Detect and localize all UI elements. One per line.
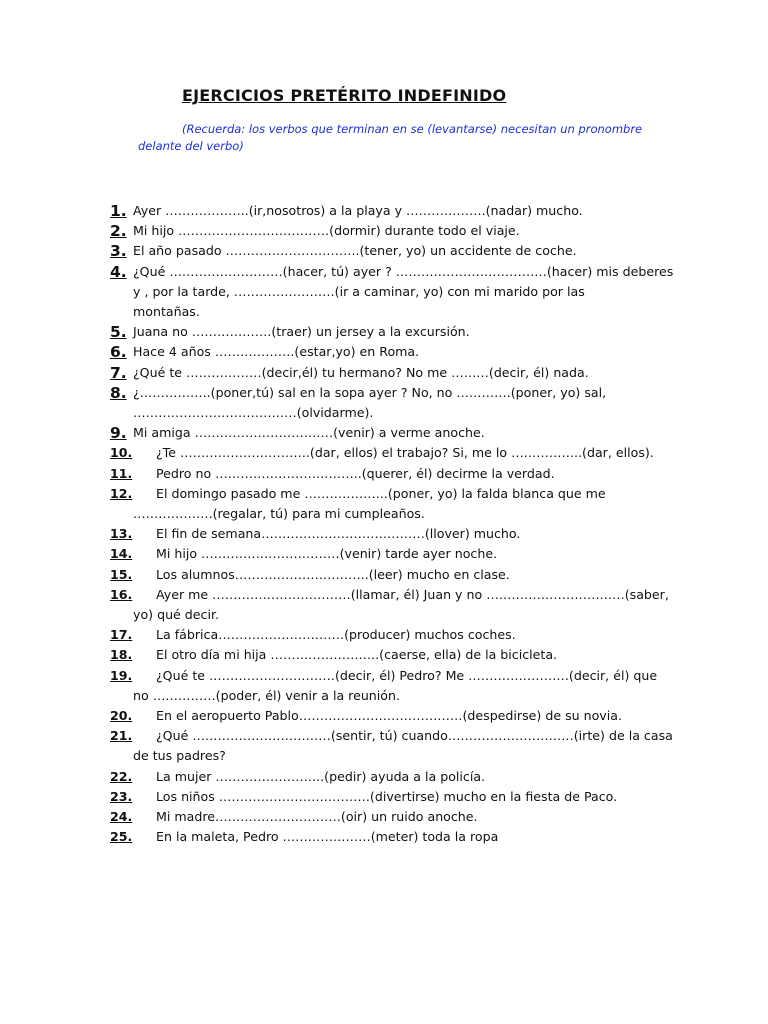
exercise-item (110, 706, 685, 726)
exercise-text: ¿Qué te ………………(decir,él) tu hermano? No me ………(decir, él) nada. (133, 364, 589, 380)
exercise-text: Hace 4 años ……………….(estar,yo) en Roma. (133, 344, 420, 360)
exercise-text: montañas. (133, 304, 200, 320)
exercise-text: Ayer me ……………………………(llamar, él) Juan y no ……………………………(saber, (156, 586, 669, 602)
exercise-item (110, 807, 685, 827)
exercise-text: Ayer ………………..(ir,nosotros) a la playa y ……………….(nadar) mucho. (133, 203, 583, 218)
exercise-item (110, 201, 685, 221)
exercise-text: Mi hijo ……………………………(venir) tarde ayer noche. (156, 546, 498, 562)
exercise-text: ¿……………..(poner,tú) sal en la sopa ayer ? No, no ………….(poner, yo) sal, (133, 384, 607, 400)
exercise-item (110, 767, 685, 787)
exercise-text: no ……………(poder, él) venir a la reunión. (133, 687, 400, 703)
exercise-item (110, 464, 685, 484)
exercise-text: yo) qué decir. (133, 607, 219, 623)
exercise-number: 11. (110, 465, 133, 481)
exercise-item (110, 221, 685, 241)
exercise-number: 17. (110, 627, 133, 643)
exercise-text: La mujer ……………………..(pedir) ayuda a la policía. (156, 768, 486, 784)
exercise-item (110, 524, 685, 544)
exercise-text: Pedro no ……………………………..(querer, él) decirme la verdad. (156, 465, 555, 481)
exercise-text: ¿Qué ………………………(hacer, tú) ayer ? ………………………………(hacer) mis deberes (133, 263, 674, 279)
exercise-item (110, 645, 685, 665)
exercise-number: 2. (110, 222, 127, 241)
exercise-item (110, 484, 685, 524)
exercise-item (110, 241, 685, 261)
exercise-number: 1. (110, 202, 127, 220)
exercise-text: Mi hijo ………………………………(dormir) durante todo el viaje. (133, 223, 520, 239)
exercise-item (110, 726, 685, 766)
exercise-text: ¿Qué ……………………………(sentir, tú) cuando…………………………(irte) de la casa (156, 728, 673, 744)
exercise-number: 8. (110, 383, 127, 402)
exercise-number: 12. (110, 485, 133, 501)
exercise-number: 4. (110, 262, 127, 281)
exercise-item (110, 565, 685, 585)
exercise-text: Mi madre…………………………(oir) un ruido anoche. (156, 809, 478, 825)
exercise-number: 23. (110, 788, 133, 804)
exercise-item (110, 625, 685, 645)
exercise-item (110, 666, 685, 706)
exercise-item (110, 363, 685, 383)
exercise-text: En el aeropuerto Pablo…………………………………(despedirse) de su novia. (156, 708, 622, 724)
exercise-text: ……………….(regalar, tú) para mi cumpleaños. (133, 506, 425, 522)
exercise-text: El año pasado …………………………..(tener, yo) un accidente de coche. (133, 243, 577, 259)
exercise-item (110, 544, 685, 564)
exercise-number: 15. (110, 566, 133, 582)
exercise-text: La fábrica…………………………(producer) muchos coches. (156, 627, 516, 643)
exercise-text: En la maleta, Pedro …………………(meter) toda la ropa (156, 829, 499, 845)
exercise-number: 16. (110, 586, 133, 602)
exercise-text: ¿Qué te …………………………(decir, él) Pedro? Me ……………………(decir, él) que (156, 667, 658, 683)
exercise-text: de tus padres? (133, 748, 226, 764)
exercise-text: Mi amiga ……………………………(venir) a verme anoche. (133, 425, 485, 441)
exercise-text: El fin de semana…………………………………(llover) mucho. (156, 526, 521, 542)
exercise-item (110, 787, 685, 807)
exercise-number: 24. (110, 809, 133, 825)
exercise-number: 21. (110, 728, 133, 744)
instruction-note: (Recuerda: los verbos que terminan en se (levantarse) necesitan un pronombre delante del verbo) (138, 122, 643, 153)
exercise-list (110, 201, 685, 848)
exercise-number: 20. (110, 708, 133, 724)
exercise-text: y , por la tarde, ……………………(ir a caminar, yo) con mi marido por las (133, 283, 585, 299)
exercise-number: 6. (110, 343, 127, 362)
exercise-text: …………………………………(olvidarme). (133, 405, 374, 421)
exercise-number: 7. (110, 363, 127, 382)
exercise-number: 5. (110, 323, 127, 342)
exercise-number: 14. (110, 546, 133, 562)
exercise-number: 19. (110, 667, 133, 683)
exercise-number: 22. (110, 768, 133, 784)
exercise-number: 10. (110, 445, 133, 461)
exercise-text: Los niños ………………………………(divertirse) mucho en la fiesta de Paco. (156, 788, 618, 804)
exercise-item (110, 262, 685, 323)
page-title: EJERCICIOS PRETÉRITO INDEFINIDO (182, 86, 507, 105)
exercise-text: Juana no ……………….(traer) un jersey a la excursión. (133, 324, 470, 340)
exercise-number: 18. (110, 647, 133, 663)
exercise-number: 9. (110, 424, 127, 443)
exercise-number: 13. (110, 526, 133, 542)
exercise-item (110, 322, 685, 342)
exercise-number: 3. (110, 242, 127, 261)
exercise-item (110, 423, 685, 443)
exercise-item (110, 585, 685, 625)
exercise-text: El domingo pasado me ………………..(poner, yo) la falda blanca que me (156, 485, 606, 501)
exercise-item (110, 827, 685, 847)
exercise-text: Los alumnos…………………………..(leer) mucho en clase. (156, 566, 510, 582)
exercise-text: ¿Te ………………………….(dar, ellos) el trabajo? Si, me lo ……………..(dar, ellos). (156, 445, 654, 461)
exercise-item (110, 443, 685, 463)
exercise-number: 25. (110, 829, 133, 845)
exercise-item (110, 383, 685, 423)
exercise-item (110, 342, 685, 362)
exercise-text: El otro día mi hija ……………………..(caerse, ella) de la bicicleta. (156, 647, 558, 663)
